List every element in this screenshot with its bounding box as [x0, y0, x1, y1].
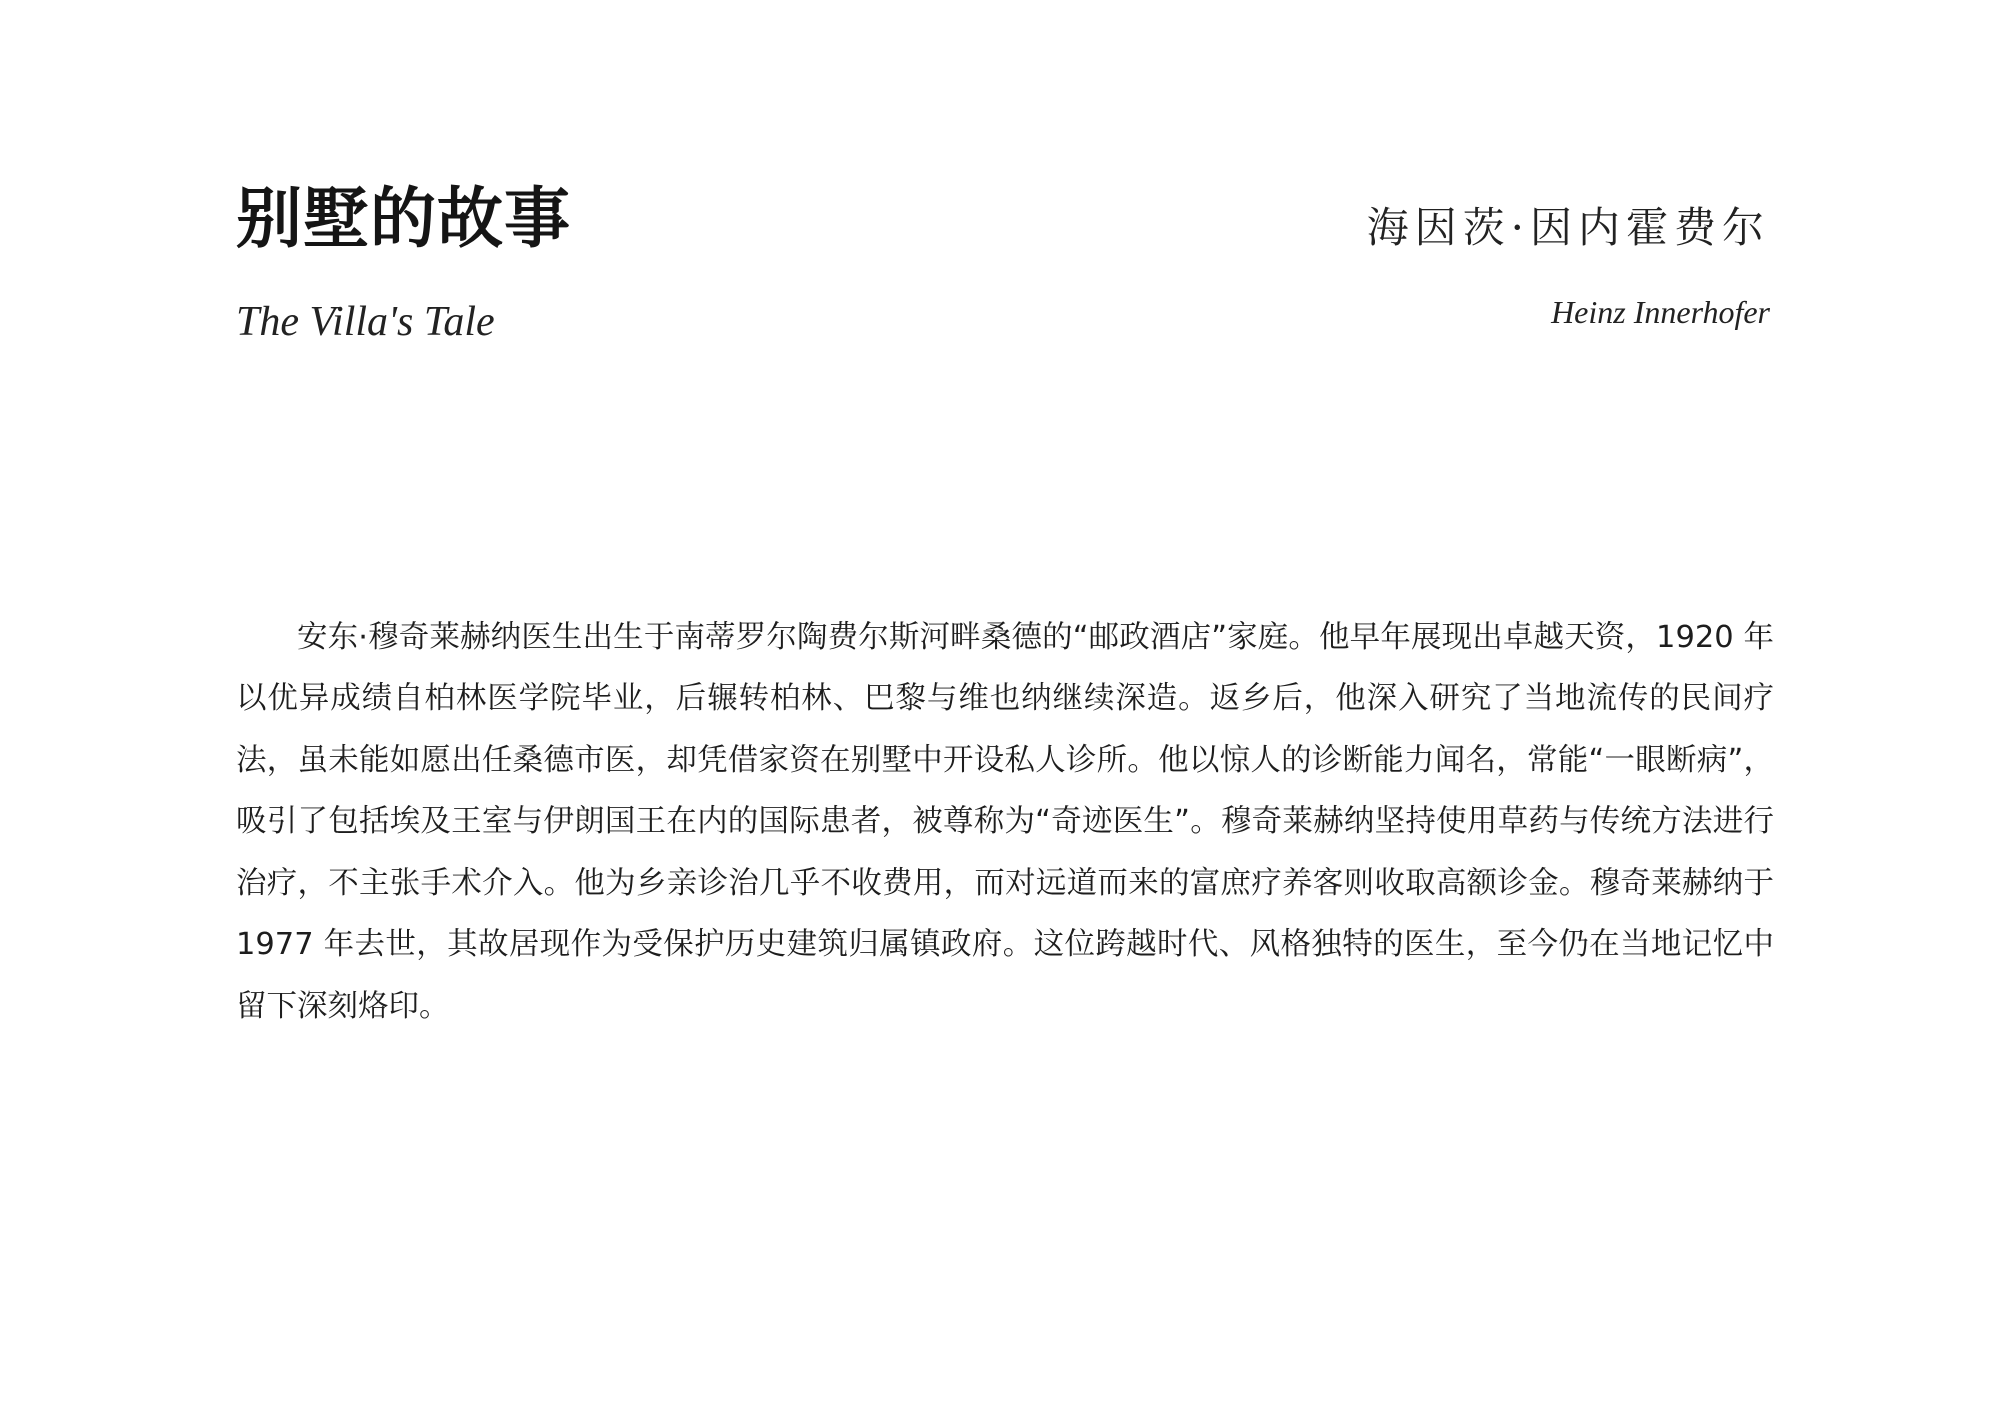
author-name: 海因茨·因内霍费尔 [1366, 203, 1770, 252]
body-paragraph: 安东·穆奇莱赫纳医生出生于南蒂罗尔陶费尔斯河畔桑德的“邮政酒店”家庭。他早年展现出卓越天资，1920 年以优异成绩自柏林医学院毕业，后辗转柏林、巴黎与维也纳继续深造。返乡后，他深入研究了当地流传的民间疗法，虽未能如愿出任桑德市医，却凭借家资在别墅中开设私人诊所。他以惊人的诊断能力闻名，常能“一眼断病”，吸引了包括埃及王室与伊朗国王在内的国际患者，被尊称为“奇迹医生”。穆奇莱赫纳坚持使用草药与传统方法进行治疗，不主张手术介入。他为乡亲诊治几乎不收费用，而对远道而来的富庶疗养客则收取高额诊金。穆奇莱赫纳于 1977 年去世，其故居现作为受保护历史建筑归属镇政府。这位跨越时代、风格独特的医生，至今仍在当地记忆中留下深刻烙印。 [236, 619, 1774, 1024]
page-title: 别墅的故事 [236, 179, 571, 257]
author-name-english: Heinz Innerhofer [1551, 294, 1770, 330]
page-subtitle-english: The Villa's Tale [236, 299, 495, 345]
